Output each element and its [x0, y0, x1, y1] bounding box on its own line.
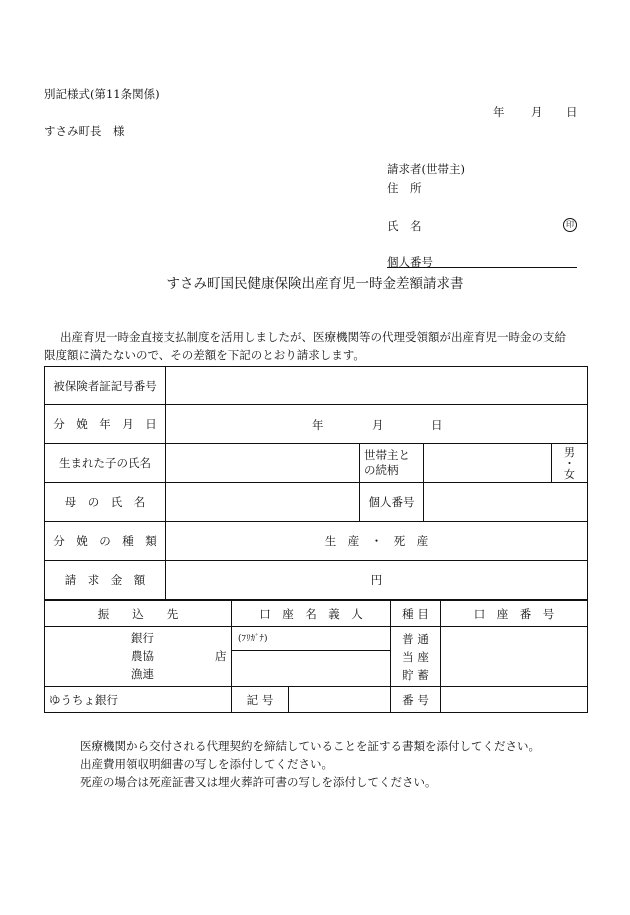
relation-label-line1: 世帯主と [364, 448, 410, 462]
table-row [45, 405, 588, 444]
insurance-number-label: 被保険者証記号番号 [45, 367, 166, 405]
delivery-type-label: 分 娩 の 種 類 [45, 522, 166, 561]
account-number-field[interactable] [441, 627, 588, 687]
relation-label-line2: の続柄 [364, 463, 399, 477]
name-label: 氏 名 [387, 219, 422, 233]
sex-male[interactable]: 男 [564, 445, 575, 459]
sex-female[interactable]: 女 [564, 467, 575, 481]
table-row [45, 444, 588, 483]
table-row [45, 627, 588, 651]
addressee: すさみ町長 様 [44, 124, 125, 138]
transfer-table [44, 600, 588, 713]
sex-selector[interactable] [552, 444, 588, 483]
applicant-title: 請求者(世帯主) [387, 162, 465, 176]
nokyo-label: 農協 [131, 649, 154, 663]
child-name-label: 生まれた子の氏名 [45, 444, 166, 483]
relation-label [360, 444, 424, 483]
birth-day: 日 [431, 418, 443, 432]
bank-branch-field[interactable] [45, 627, 232, 687]
mother-name-label: 母 の 氏 名 [45, 483, 166, 522]
personal-number-field[interactable] [387, 254, 577, 268]
furigana-field[interactable] [232, 627, 391, 651]
intro-line-1: 出産育児一時金直接支払制度を活用しましたが、医療機関等の代理受領額が出産育児一時金の支給 [60, 330, 566, 344]
bangou-label: 番 号 [391, 687, 441, 713]
transfer-destination-header: 振 込 先 [45, 601, 232, 627]
table-row [45, 687, 588, 713]
account-type-header: 種 目 [391, 601, 441, 627]
delivery-type-choice[interactable]: 生 産 ・ 死 産 [166, 522, 588, 561]
birth-date-label: 分 娩 年 月 日 [45, 405, 166, 444]
insurance-number-field[interactable] [166, 367, 588, 405]
account-number-header: 口 座 番 号 [441, 601, 588, 627]
account-holder-header: 口 座 名 義 人 [232, 601, 391, 627]
birth-date-field[interactable] [166, 405, 588, 444]
date-year: 年 [493, 105, 505, 119]
mother-name-field[interactable] [166, 483, 360, 522]
child-name-field[interactable] [166, 444, 360, 483]
account-holder-field[interactable] [232, 651, 391, 687]
mother-personal-number-field[interactable] [424, 483, 588, 522]
personal-number-label: 個人番号 [387, 255, 433, 269]
notes [80, 737, 540, 791]
bangou-field[interactable] [441, 687, 588, 713]
type-futsu[interactable]: 普 通 [402, 631, 429, 646]
yucho-label: ゆうちょ銀行 [45, 687, 232, 713]
sex-separator: ・ [564, 456, 575, 470]
amount-unit: 円 [370, 573, 383, 587]
table-row [45, 367, 588, 405]
claim-amount-label: 請 求 金 額 [45, 561, 166, 600]
form-reference: 別記様式(第11条関係) [44, 87, 160, 101]
bank-label: 銀行 [131, 631, 154, 645]
table-row [45, 522, 588, 561]
claim-table [44, 366, 588, 600]
note-item: 医療機関から交付される代理契約を締結していることを証する書類を添付してください。 [80, 739, 540, 753]
type-chochiku[interactable]: 貯 蓄 [402, 667, 429, 682]
birth-month: 月 [372, 418, 384, 432]
date-month: 月 [531, 105, 543, 119]
intro-line-2: 限度額に満たないので、その差額を下記のとおり請求します。 [44, 348, 365, 362]
branch-label: 店 [215, 649, 227, 663]
kigou-label: 記 号 [232, 687, 289, 713]
account-type-choice[interactable] [391, 627, 441, 687]
note-item: 出産費用領収明細書の写しを添付してください。 [80, 757, 333, 771]
date-day: 日 [566, 105, 578, 119]
birth-year: 年 [312, 418, 324, 432]
claim-amount-field[interactable] [166, 561, 588, 600]
table-row [45, 561, 588, 600]
gyoren-label: 漁連 [131, 667, 154, 681]
furigana-label: (ﾌﾘｶﾞﾅ) [238, 634, 268, 644]
type-toza[interactable]: 当 座 [402, 649, 429, 664]
relation-field[interactable] [424, 444, 552, 483]
document-title: すさみ町国民健康保険出産育児一時金差額請求書 [166, 276, 464, 292]
kigou-field[interactable] [289, 687, 391, 713]
table-row [45, 483, 588, 522]
address-label: 住 所 [387, 181, 422, 195]
personal-number-cell-label: 個人番号 [360, 483, 424, 522]
note-item: 死産の場合は死産証書又は埋火葬許可書の写しを添付してください。 [80, 775, 437, 789]
table-row [45, 601, 588, 627]
seal-mark: 印 [563, 218, 577, 232]
